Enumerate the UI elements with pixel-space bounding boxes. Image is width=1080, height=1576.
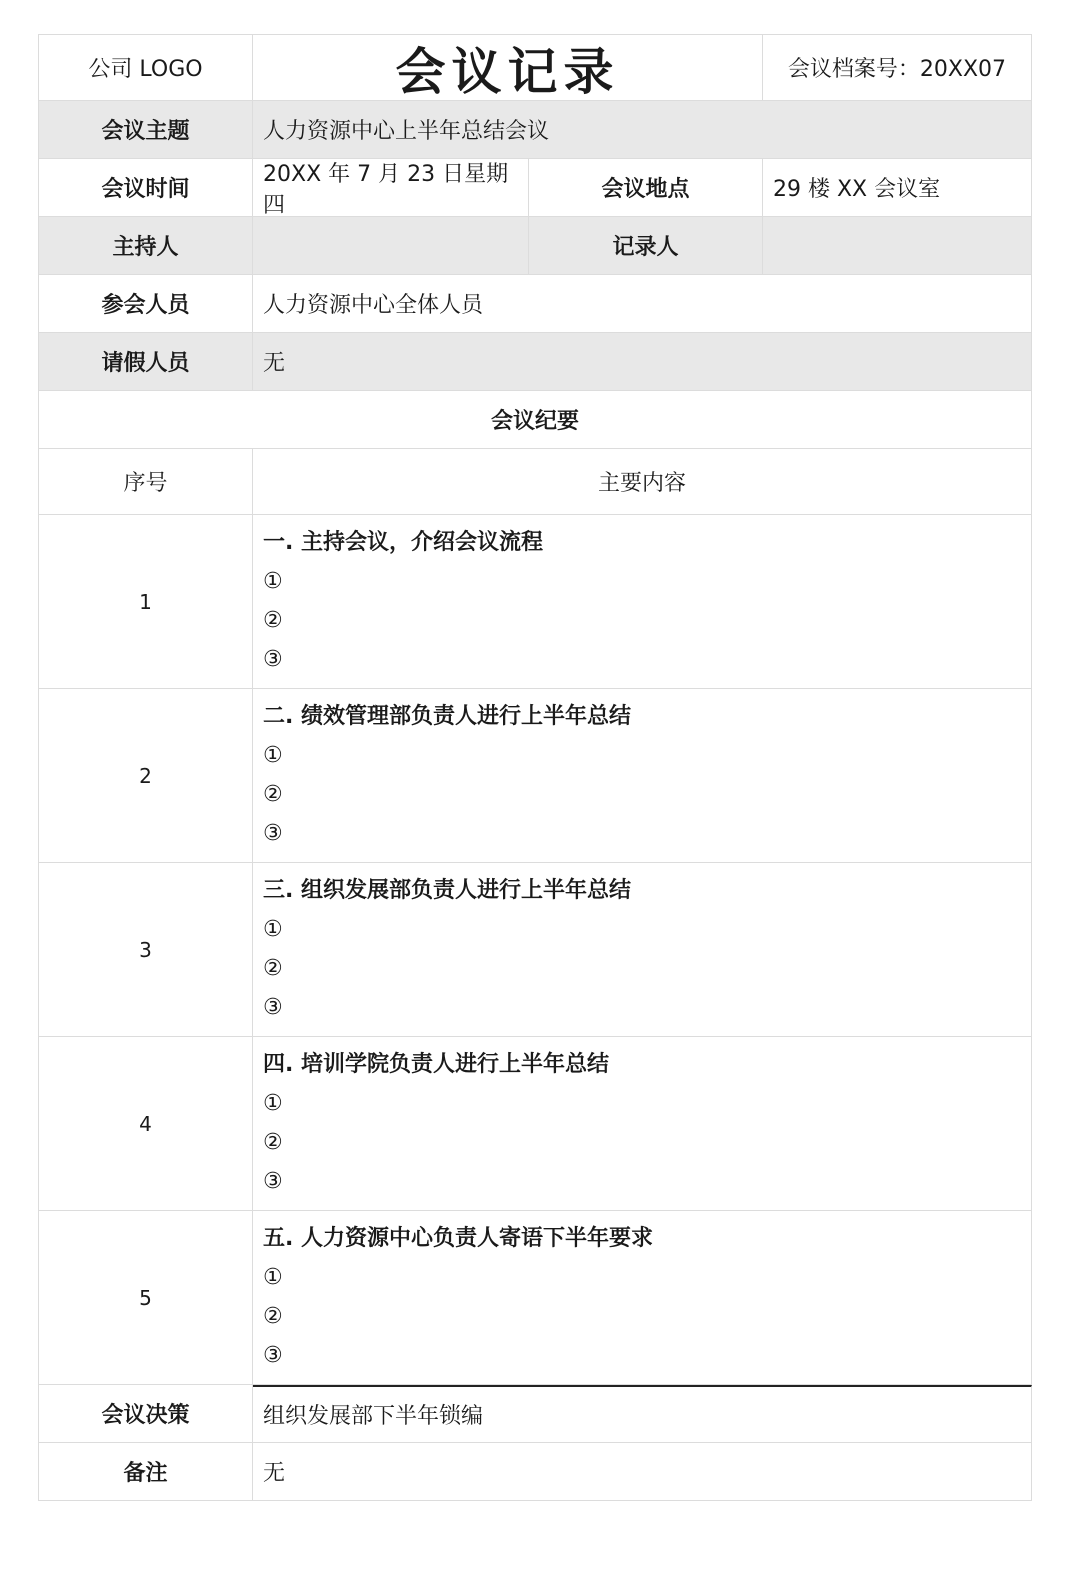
minutes-heading: 二. 绩效管理部负责人进行上半年总结 [263, 704, 632, 729]
recorder-label: 记录人 [529, 217, 763, 275]
remarks-row [39, 1443, 1032, 1501]
recorder-value [763, 217, 1032, 275]
remarks-value: 无 [253, 1443, 1032, 1501]
minutes-item: ② [263, 1304, 283, 1329]
minutes-row [39, 1037, 1032, 1211]
minutes-item: ① [263, 917, 283, 942]
minutes-item: ① [263, 569, 283, 594]
minutes-heading: 三. 组织发展部负责人进行上半年总结 [263, 878, 632, 903]
minutes-item: ③ [263, 647, 283, 672]
minutes-row [39, 863, 1032, 1037]
minutes-title-row [39, 391, 1032, 449]
topic-label: 会议主题 [39, 101, 253, 159]
minutes-row-number: 3 [39, 863, 253, 1037]
host-label: 主持人 [39, 217, 253, 275]
host-recorder-row [39, 217, 1032, 275]
minutes-heading: 四. 培训学院负责人进行上半年总结 [263, 1052, 610, 1077]
minutes-row-number: 5 [39, 1211, 253, 1385]
minutes-item: ③ [263, 1343, 283, 1368]
attendees-row [39, 275, 1032, 333]
time-place-row [39, 159, 1032, 217]
archive-number: 会议档案号：20XX07 [763, 35, 1032, 101]
minutes-heading: 五. 人力资源中心负责人寄语下半年要求 [263, 1226, 654, 1251]
minutes-item: ② [263, 782, 283, 807]
minutes-item: ③ [263, 995, 283, 1020]
minutes-item: ② [263, 1130, 283, 1155]
absent-value: 无 [253, 333, 1032, 391]
remarks-label: 备注 [39, 1443, 253, 1501]
minutes-row [39, 689, 1032, 863]
minutes-row-content [253, 1037, 1032, 1211]
decision-value: 组织发展部下半年锁编 [253, 1385, 1032, 1443]
time-label: 会议时间 [39, 159, 253, 217]
minutes-item: ② [263, 608, 283, 633]
minutes-item: ② [263, 956, 283, 981]
minutes-row-content [253, 863, 1032, 1037]
place-label: 会议地点 [529, 159, 763, 217]
minutes-heading: 一. 主持会议，介绍会议流程 [263, 530, 544, 555]
minutes-row-content [253, 689, 1032, 863]
column-content: 主要内容 [253, 449, 1032, 515]
minutes-item: ① [263, 743, 283, 768]
minutes-item: ① [263, 1265, 283, 1290]
minutes-item: ③ [263, 1169, 283, 1194]
topic-row [39, 101, 1032, 159]
minutes-row-number: 1 [39, 515, 253, 689]
minutes-row-content [253, 1211, 1032, 1385]
time-value: 20XX 年 7 月 23 日星期四 [253, 159, 529, 217]
minutes-row-content [253, 515, 1032, 689]
host-value [253, 217, 529, 275]
minutes-row [39, 515, 1032, 689]
minutes-row-number: 2 [39, 689, 253, 863]
column-no: 序号 [39, 449, 253, 515]
attendees-label: 参会人员 [39, 275, 253, 333]
document-title: 会议记录 [253, 35, 763, 101]
minutes-row [39, 1211, 1032, 1385]
place-value: 29 楼 XX 会议室 [763, 159, 1032, 217]
decision-label: 会议决策 [39, 1385, 253, 1443]
minutes-column-header [39, 449, 1032, 515]
meeting-record-table [38, 34, 1032, 1501]
minutes-row-number: 4 [39, 1037, 253, 1211]
decision-row [39, 1385, 1032, 1443]
topic-value: 人力资源中心上半年总结会议 [253, 101, 1032, 159]
absent-label: 请假人员 [39, 333, 253, 391]
company-logo: 公司 LOGO [39, 35, 253, 101]
minutes-title: 会议纪要 [39, 391, 1032, 449]
header-row [39, 35, 1032, 101]
attendees-value: 人力资源中心全体人员 [253, 275, 1032, 333]
minutes-item: ① [263, 1091, 283, 1116]
absent-row [39, 333, 1032, 391]
minutes-item: ③ [263, 821, 283, 846]
